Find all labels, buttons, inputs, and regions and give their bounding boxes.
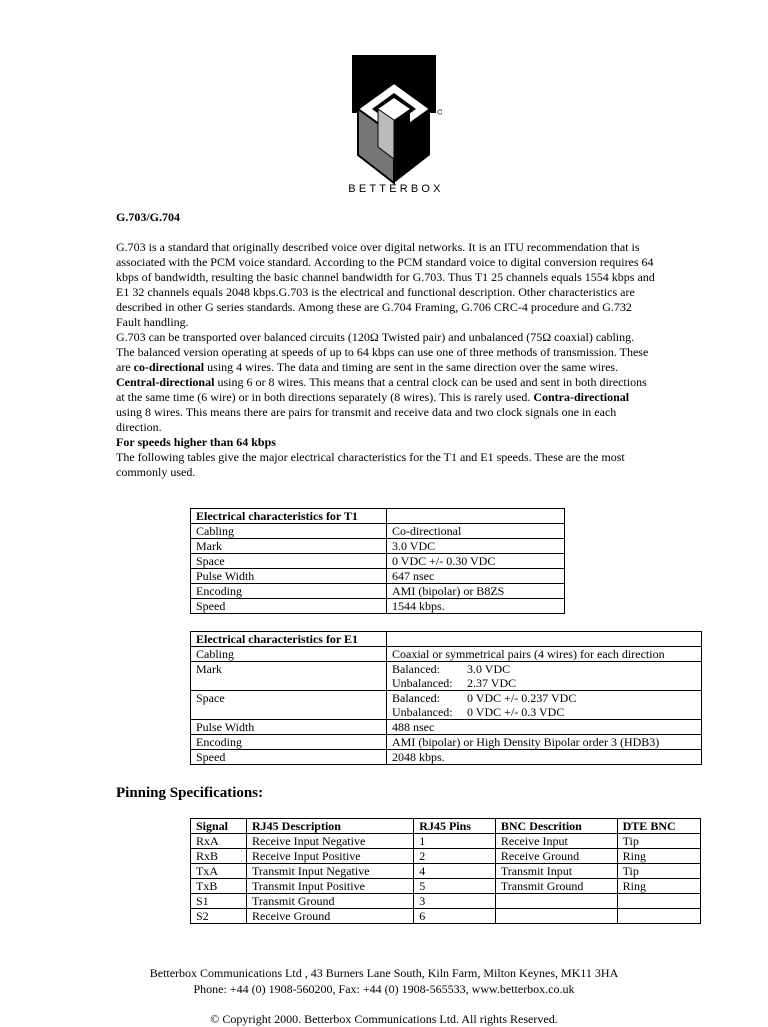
table-cell: Encoding <box>191 735 387 750</box>
table-cell: 1544 kbps. <box>387 599 565 614</box>
value-pair <box>392 705 696 719</box>
table-header-cell: Electrical characteristics for E1 <box>191 632 387 647</box>
footer-copyright: © Copyright 2000. Betterbox Communications Ltd. All rights Reserved. <box>210 1012 558 1026</box>
table-cell: 647 nsec <box>387 569 565 584</box>
table-cell: Pulse Width <box>191 569 387 584</box>
table-cell: 3.0 VDC <box>387 539 565 554</box>
value-val: 0 VDC +/- 0.3 VDC <box>467 705 565 719</box>
table-cell: Transmit Input <box>495 864 617 879</box>
table-cell: Mark <box>191 539 387 554</box>
table-cell: Cabling <box>191 647 387 662</box>
term-central-directional: Central-directional <box>116 375 215 389</box>
table-cell: Space <box>191 554 387 569</box>
table-header-cell: Electrical characteristics for T1 <box>191 509 387 524</box>
table-cell <box>495 909 617 924</box>
table-row <box>191 720 702 735</box>
table-header-cell: RJ45 Description <box>246 819 413 834</box>
table-cell <box>387 691 702 720</box>
table-header-cell <box>387 509 565 524</box>
table-row <box>191 524 565 539</box>
table-cell <box>617 909 700 924</box>
brand-name: BETTERBOX <box>348 183 444 195</box>
value-key: Unbalanced: <box>392 705 453 719</box>
table-cell: Transmit Ground <box>246 894 413 909</box>
table-row <box>191 909 701 924</box>
table-cell: TxB <box>191 879 247 894</box>
text-fragment: using 6 or 8 wires. This means that a central clock can be used and sent in both directions at the same time (6 wire) or in both directions separately (8 wires). This is rarely used. <box>116 375 647 404</box>
e1-characteristics-table <box>190 631 702 765</box>
table-cell: Mark <box>191 662 387 691</box>
term-contra-directional: Contra-directional <box>533 390 630 404</box>
betterbox-logo-icon <box>352 55 442 197</box>
paragraph-cabling: G.703 can be transported over balanced circuits (120Ω Twisted pair) and unbalanced (75Ω coaxial) cabling. <box>116 330 635 344</box>
footer-address: Betterbox Communications Ltd , 43 Burners Lane South, Kiln Farm, Milton Keynes, MK11 3HA <box>149 966 619 980</box>
table-cell: Encoding <box>191 584 387 599</box>
table-cell: S2 <box>191 909 247 924</box>
paragraph-intro: G.703 is a standard that originally described voice over digital networks. It is an ITU recommendation that is associated with the PCM voice standard. According to the PCM standard voice to digital conversion requires 64 kbps of bandwidth, resulting the basic channel bandwidth for G.703. Thus T1 25 channels equals 1554 kbps and E1 32 channels equals 2048 kbps.G.703 is the electrical and functional description. Other characteristics are described in other G series standards. Among these are G.704 Framing, G.706 CRC-4 procedure and G.732 Fault handling. <box>116 240 655 329</box>
section-heading-pinning: Pinning Specifications: <box>116 785 264 801</box>
table-row <box>191 849 701 864</box>
table-cell: S1 <box>191 894 247 909</box>
table-row <box>191 539 565 554</box>
table-cell: 488 nsec <box>387 720 702 735</box>
table-row <box>191 662 702 691</box>
table-row <box>191 864 701 879</box>
table-cell: Cabling <box>191 524 387 539</box>
value-key: Balanced: <box>392 691 440 705</box>
value-pair <box>392 691 696 705</box>
table-row <box>191 879 701 894</box>
table-row <box>191 554 565 569</box>
table-cell: Receive Input Positive <box>246 849 413 864</box>
table-row <box>191 569 565 584</box>
table-cell <box>387 662 702 691</box>
value-val: 0 VDC +/- 0.237 VDC <box>467 691 577 705</box>
table-cell: 5 <box>414 879 496 894</box>
table-cell <box>495 894 617 909</box>
value-key: Unbalanced: <box>392 676 453 690</box>
table-cell: RxA <box>191 834 247 849</box>
text-fragment: The balanced version operating at speeds of up to 64 kbps can use one of three methods of transmission. These are <box>116 345 649 374</box>
table-cell: 2 <box>414 849 496 864</box>
table-header-cell: RJ45 Pins <box>414 819 496 834</box>
table-cell: Receive Input <box>495 834 617 849</box>
table-cell: Receive Input Negative <box>246 834 413 849</box>
table-header-row <box>191 509 565 524</box>
table-cell: Ring <box>617 849 700 864</box>
table-header-row <box>191 632 702 647</box>
page-title: G.703/G.704 <box>116 210 181 224</box>
value-pair <box>392 662 696 676</box>
table-cell: 4 <box>414 864 496 879</box>
table-row <box>191 691 702 720</box>
table-cell: Transmit Input Negative <box>246 864 413 879</box>
table-cell: 2048 kbps. <box>387 750 702 765</box>
paragraph-tables-intro: The following tables give the major electrical characteristics for the T1 and E1 speeds. These are the most commonly used. <box>116 450 625 479</box>
table-cell: TxA <box>191 864 247 879</box>
text-fragment: using 8 wires. This means there are pairs for transmit and receive data and two clock signals one in each direction. <box>116 405 617 434</box>
table-header-cell: BNC Descrition <box>495 819 617 834</box>
table-header-cell: Signal <box>191 819 247 834</box>
term-co-directional: co-directional <box>133 360 205 374</box>
value-pair <box>392 676 696 690</box>
t1-characteristics-table <box>190 508 565 614</box>
table-cell: Receive Ground <box>495 849 617 864</box>
table-cell: Co-directional <box>387 524 565 539</box>
text-fragment: using 4 wires. The data and timing are sent in the same direction over the same wires. <box>204 360 619 374</box>
value-val: 2.37 VDC <box>467 676 517 690</box>
section-heading-speeds: For speeds higher than 64 kbps <box>116 435 276 449</box>
table-cell: 3 <box>414 894 496 909</box>
table-cell: Ring <box>617 879 700 894</box>
table-cell: Coaxial or symmetrical pairs (4 wires) for each direction <box>387 647 702 662</box>
footer-contact: Phone: +44 (0) 1908-560200, Fax: +44 (0) 1908-565533, www.betterbox.co.uk <box>193 982 575 996</box>
table-header-cell: DTE BNC <box>617 819 700 834</box>
paragraph-methods <box>116 345 656 435</box>
table-row <box>191 647 702 662</box>
table-row <box>191 894 701 909</box>
table-cell: RxB <box>191 849 247 864</box>
table-cell: AMI (bipolar) or High Density Bipolar order 3 (HDB3) <box>387 735 702 750</box>
table-cell: 1 <box>414 834 496 849</box>
value-val: 3.0 VDC <box>467 662 511 676</box>
table-cell: Pulse Width <box>191 720 387 735</box>
table-header-row <box>191 819 701 834</box>
table-cell: 6 <box>414 909 496 924</box>
table-row <box>191 735 702 750</box>
table-row <box>191 599 565 614</box>
table-cell: Tip <box>617 834 700 849</box>
table-cell <box>617 894 700 909</box>
pinning-table <box>190 818 701 924</box>
table-cell: Space <box>191 691 387 720</box>
document-body <box>116 210 656 480</box>
value-key: Balanced: <box>392 662 440 676</box>
table-row <box>191 584 565 599</box>
table-cell: Transmit Ground <box>495 879 617 894</box>
table-cell: AMI (bipolar) or B8ZS <box>387 584 565 599</box>
table-cell: Transmit Input Positive <box>246 879 413 894</box>
table-row <box>191 750 702 765</box>
table-row <box>191 834 701 849</box>
table-cell: Speed <box>191 599 387 614</box>
table-cell: 0 VDC +/- 0.30 VDC <box>387 554 565 569</box>
table-header-cell <box>387 632 702 647</box>
table-cell: Receive Ground <box>246 909 413 924</box>
table-cell: Speed <box>191 750 387 765</box>
table-cell: Tip <box>617 864 700 879</box>
